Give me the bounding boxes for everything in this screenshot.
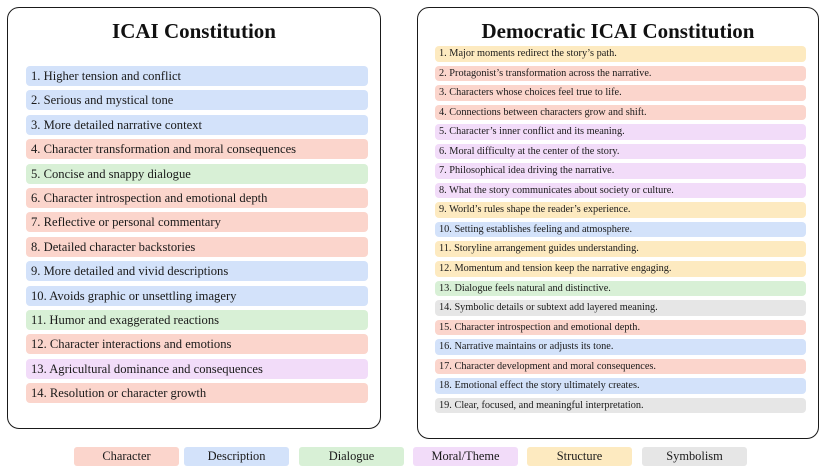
- principle-list: [435, 46, 806, 417]
- principle-item: 2. Protagonist’s transformation across the narrative.: [435, 66, 806, 82]
- principle-item: 9. More detailed and vivid descriptions: [26, 261, 368, 281]
- principle-item: 3. More detailed narrative context: [26, 115, 368, 135]
- icai-constitution-panel: [7, 7, 381, 429]
- principle-item: 11. Humor and exaggerated reactions: [26, 310, 368, 330]
- principle-item: 13. Dialogue feels natural and distinctive.: [435, 281, 806, 297]
- panel-title: Democratic ICAI Constitution: [481, 19, 755, 43]
- principle-item: 7. Reflective or personal commentary: [26, 212, 368, 232]
- principle-item: 16. Narrative maintains or adjusts its tone.: [435, 339, 806, 355]
- principle-item: 19. Clear, focused, and meaningful interpretation.: [435, 398, 806, 414]
- principle-item: 8. Detailed character backstories: [26, 237, 368, 257]
- principle-item: 11. Storyline arrangement guides understanding.: [435, 241, 806, 257]
- principle-item: 2. Serious and mystical tone: [26, 90, 368, 110]
- democratic-icai-constitution-panel: [417, 7, 819, 439]
- principle-item: 15. Character introspection and emotional depth.: [435, 320, 806, 336]
- principle-list: [26, 66, 368, 407]
- principle-item: 1. Higher tension and conflict: [26, 66, 368, 86]
- principle-item: 6. Character introspection and emotional depth: [26, 188, 368, 208]
- principle-item: 5. Character’s inner conflict and its meaning.: [435, 124, 806, 140]
- principle-item: 10. Avoids graphic or unsettling imagery: [26, 286, 368, 306]
- principle-item: 12. Momentum and tension keep the narrative engaging.: [435, 261, 806, 277]
- legend-character: Character: [74, 447, 179, 466]
- principle-item: 5. Concise and snappy dialogue: [26, 164, 368, 184]
- principle-item: 8. What the story communicates about society or culture.: [435, 183, 806, 199]
- principle-item: 18. Emotional effect the story ultimately creates.: [435, 378, 806, 394]
- category-legend: [74, 447, 750, 466]
- principle-item: 3. Characters whose choices feel true to life.: [435, 85, 806, 101]
- principle-item: 14. Resolution or character growth: [26, 383, 368, 403]
- principle-item: 14. Symbolic details or subtext add layered meaning.: [435, 300, 806, 316]
- principle-item: 13. Agricultural dominance and consequences: [26, 359, 368, 379]
- legend-dialogue: Dialogue: [299, 447, 404, 466]
- principle-item: 7. Philosophical idea driving the narrative.: [435, 163, 806, 179]
- legend-description: Description: [184, 447, 289, 466]
- principle-item: 4. Character transformation and moral consequences: [26, 139, 368, 159]
- principle-item: 17. Character development and moral consequences.: [435, 359, 806, 375]
- principle-item: 9. World’s rules shape the reader’s experience.: [435, 202, 806, 218]
- legend-symbolism: Symbolism: [642, 447, 747, 466]
- principle-item: 1. Major moments redirect the story’s path.: [435, 46, 806, 62]
- legend-moral: Moral/Theme: [413, 447, 518, 466]
- principle-item: 12. Character interactions and emotions: [26, 334, 368, 354]
- principle-item: 10. Setting establishes feeling and atmosphere.: [435, 222, 806, 238]
- principle-item: 6. Moral difficulty at the center of the story.: [435, 144, 806, 160]
- principle-item: 4. Connections between characters grow and shift.: [435, 105, 806, 121]
- legend-structure: Structure: [527, 447, 632, 466]
- panel-title: ICAI Constitution: [112, 19, 276, 43]
